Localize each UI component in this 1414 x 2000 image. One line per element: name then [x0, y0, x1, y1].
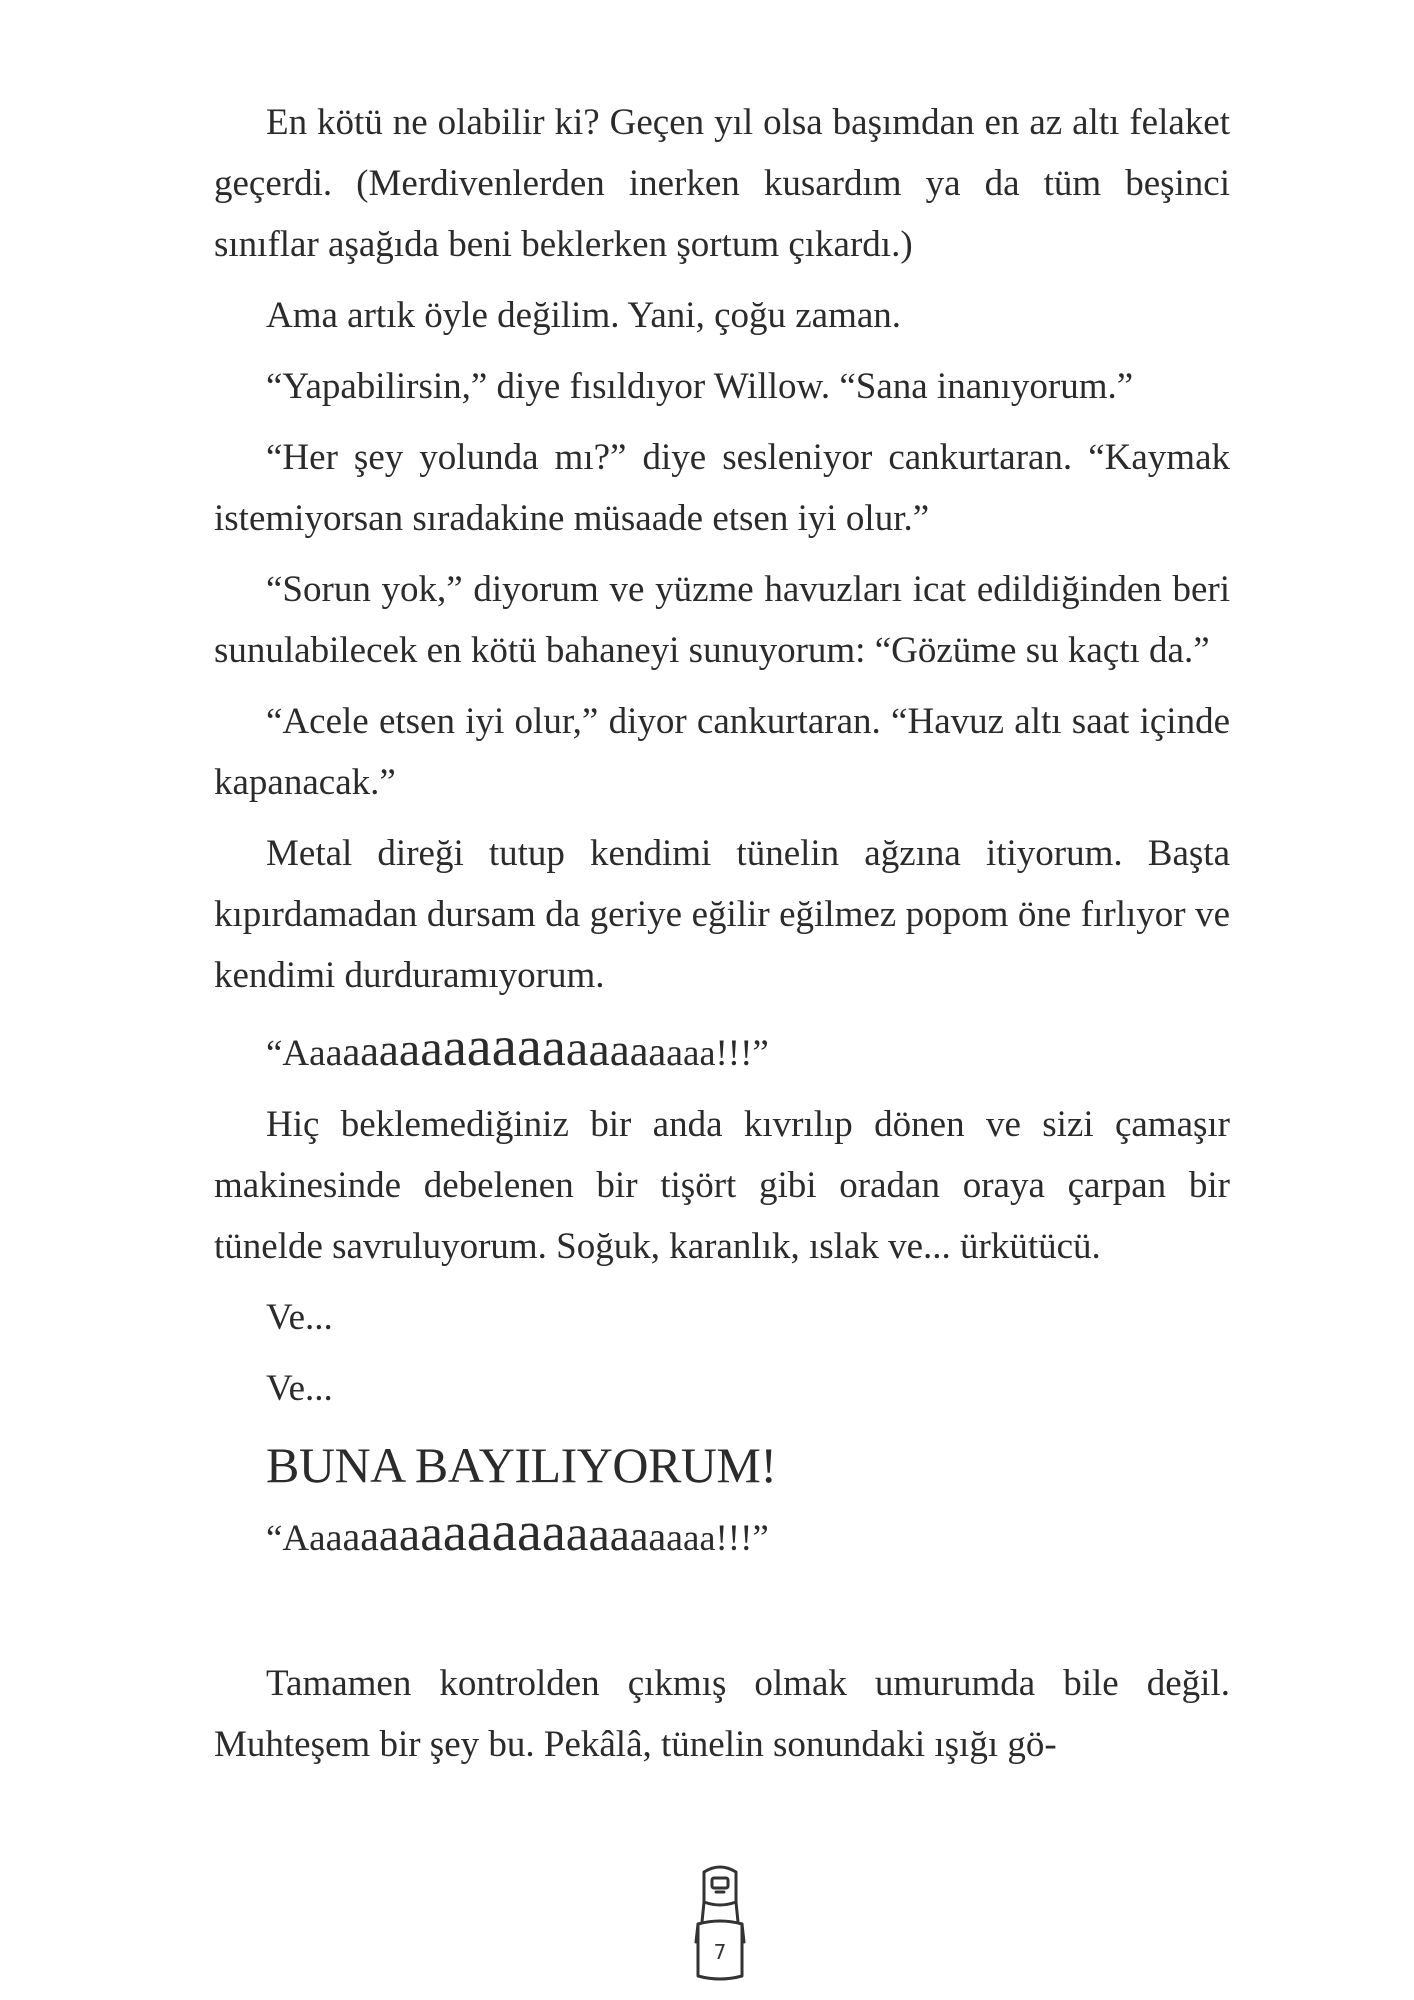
scream-letter: a	[309, 1518, 326, 1559]
scream-letter: !!!”	[715, 1033, 769, 1074]
page-number: 7	[713, 1940, 727, 1964]
paragraph: En kötü ne olabilir ki? Geçen yıl olsa başımdan en az altı felaket geçerdi. (Merdivenlerden inerken kusardım ya da tüm beşinci sınıflar aşağıda beni beklerken şortum çıkardı.)	[214, 102, 1230, 265]
robot-character-icon	[690, 1862, 750, 1984]
scream-letter: a	[442, 1502, 467, 1562]
headline: BUNA BAYILIYORUM!	[266, 1437, 777, 1493]
scream-letter: a	[420, 1021, 443, 1077]
scream-letter: “A	[266, 1518, 310, 1559]
scream-letter: “A	[266, 1033, 310, 1074]
paragraph: Ama artık öyle değilim. Yani, çoğu zaman.	[266, 295, 902, 336]
scream-letter: a	[342, 1029, 361, 1074]
scream-letter: a	[699, 1518, 716, 1558]
scream-letter: a	[378, 1025, 399, 1075]
paragraph: “Her şey yolunda mı?” diye sesleniyor cankurtaran. “Kaymak istemiyorsan sıradakine müsaade etsen iyi olur.”	[214, 437, 1230, 539]
scream-letter: a	[609, 1510, 630, 1560]
scream-letter: a	[565, 1021, 589, 1077]
scream-letter: a	[398, 1023, 421, 1076]
section-gap	[214, 1579, 1230, 1653]
scream-letter: a	[683, 1518, 700, 1559]
scream-letter: a	[491, 1015, 517, 1078]
scream-letter: a	[325, 1032, 343, 1074]
scream-letter: a	[398, 1508, 421, 1561]
page-footer	[690, 1862, 750, 1984]
scream-letter: a	[516, 1501, 542, 1563]
scream-letter: a	[342, 1514, 361, 1559]
scream-line-1	[266, 1016, 1230, 1084]
paragraph: “Acele etsen iyi olur,” diyor cankurtaran. “Havuz altı saat içinde kapanacak.”	[214, 701, 1230, 803]
scream-letter: a	[378, 1510, 399, 1560]
paragraph: Tamamen kontrolden çıkmış olmak umurumda bile değil. Muhteşem bir şey bu. Pekâlâ, tünelin sonundaki ışığı gö-	[214, 1663, 1230, 1765]
scream-letter: a	[666, 1517, 684, 1559]
paragraph: Ve...	[266, 1297, 333, 1338]
scream-letter: a	[666, 1032, 684, 1074]
scream-letter: a	[699, 1033, 716, 1073]
scream-letter: a	[541, 1502, 566, 1562]
scream-line-2	[266, 1501, 1230, 1569]
paragraph: “Sorun yok,” diyorum ve yüzme havuzları icat edildiğinden beri sunulabilecek en kötü bahaneyi sunuyorum: “Gözüme su kaçtı da.”	[214, 569, 1230, 671]
scream-letter: a	[609, 1025, 630, 1075]
scream-letter: a	[588, 1023, 610, 1076]
paragraph: Ve...	[266, 1368, 333, 1409]
scream-letter: a	[541, 1017, 566, 1077]
scream-letter: a	[309, 1033, 326, 1074]
scream-letter: !!!”	[715, 1518, 769, 1559]
paragraph: Metal direği tutup kendimi tünelin ağzına itiyorum. Başta kıpırdamadan dursam da geriye eğilir eğilmez popom öne fırlıyor ve kendimi durduramıyorum.	[214, 833, 1230, 996]
paragraph: “Yapabilirsin,” diye fısıldıyor Willow. “Sana inanıyorum.”	[266, 366, 1134, 407]
scream-letter: a	[442, 1017, 467, 1077]
scream-letter: a	[648, 1029, 667, 1074]
scream-letter: a	[588, 1508, 610, 1561]
scream-letter: a	[466, 1501, 492, 1563]
scream-letter: a	[466, 1016, 492, 1078]
scream-letter: a	[683, 1033, 700, 1074]
scream-letter: a	[565, 1506, 589, 1562]
book-page	[214, 92, 1230, 1785]
scream-letter: a	[648, 1514, 667, 1559]
scream-letter: a	[491, 1500, 517, 1563]
scream-letter: a	[360, 1514, 379, 1560]
scream-letter: a	[325, 1517, 343, 1559]
paragraph: Hiç beklemediğiniz bir anda kıvrılıp dönen ve sizi çamaşır makinesinde debelenen bir tişört gibi oradan oraya çarpan bir tünelde savruluyorum. Soğuk, karanlık, ıslak ve... ürkütücü.	[214, 1104, 1230, 1267]
scream-letter: a	[420, 1506, 443, 1562]
scream-letter: a	[629, 1029, 649, 1075]
scream-letter: a	[629, 1514, 649, 1560]
scream-letter: a	[516, 1016, 542, 1078]
scream-letter: a	[360, 1029, 379, 1075]
